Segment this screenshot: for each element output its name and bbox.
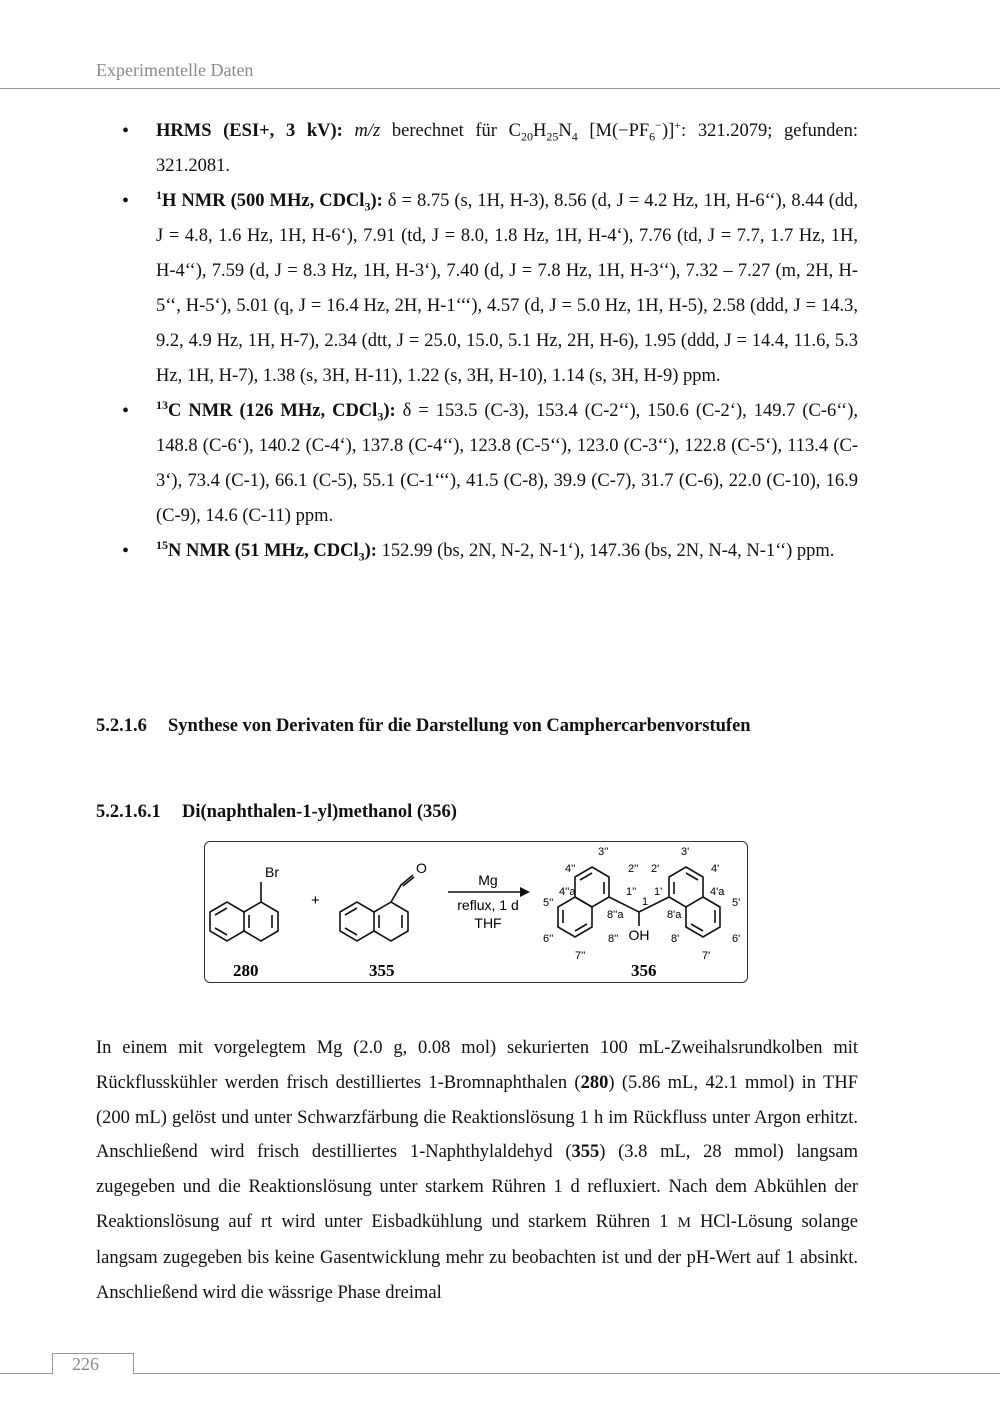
- section-heading: [96, 716, 751, 737]
- atom-label: 7'': [575, 950, 586, 962]
- atom-numbering: [543, 846, 740, 962]
- atom-label: 8'': [608, 933, 619, 945]
- sup: 13: [156, 397, 168, 412]
- arrow-reagent: Mg: [478, 872, 498, 888]
- label-text: N NMR (51 MHz, CDCl: [168, 541, 359, 561]
- compound-number: 356: [631, 961, 657, 980]
- running-header: Experimentelle Daten: [96, 60, 254, 80]
- sub: 3: [377, 409, 384, 424]
- n-nmr-data: 152.99 (bs, 2N, N-2, N-1‘), 147.36 (bs, 2N, N-4, N-1‘‘) ppm.: [376, 541, 835, 561]
- atom-label: 4'': [565, 863, 576, 875]
- br-label: Br: [265, 864, 279, 880]
- plus-sign: +: [311, 892, 320, 909]
- atom-label: 1': [654, 886, 663, 898]
- analytics-list: [96, 114, 858, 569]
- compound-numbers: [233, 961, 657, 980]
- sub: 3: [364, 199, 371, 214]
- sub: 3: [358, 549, 365, 564]
- atom-label: 1: [642, 896, 649, 908]
- hrms-item: [96, 114, 858, 184]
- label-end: ):: [364, 541, 377, 561]
- compound-ref: 355: [571, 1142, 600, 1163]
- atom-label: 3'': [598, 846, 609, 858]
- subsection-heading: [96, 802, 457, 823]
- label-text: C NMR (126 MHz, CDCl: [168, 401, 378, 421]
- atom-label: 8'a: [667, 909, 682, 921]
- atom-label: 2'': [628, 863, 639, 875]
- c-nmr-data: δ = 153.5 (C-3), 153.4 (C-2‘‘), 150.6 (C-2‘), 149.7 (C-6‘‘), 148.8 (C-6‘), 140.2 (C-4‘), 137.8 (C-4‘‘), 123.8 (C-5‘‘), 123.0 (C-3‘‘), 122.8 (C-5‘), 113.4 (C-3‘), 73.4 (C-1), 66.1 (C-5), 55.1 (C-1‘‘‘), 41.5 (C-8), 39.9 (C-7), 31.7 (C-6), 22.0 (C-10), 16.9 (C-9), 14.6 (C-11) ppm.: [156, 401, 858, 526]
- page-number: 226: [72, 1354, 99, 1374]
- atom-label: 3': [681, 846, 690, 858]
- sup: 1: [156, 187, 162, 202]
- hrms-text: [M(−PF: [577, 121, 650, 141]
- c-nmr-label: [156, 397, 396, 424]
- label-end: ):: [383, 401, 396, 421]
- h-nmr-item: [96, 184, 858, 394]
- atom-label: 8': [671, 933, 680, 945]
- atom-label: 5'': [543, 897, 554, 909]
- paragraph-text: HCl-Lösung solange langsam zugegeben bis keine Gasentwicklung mehr zu beobachten ist und der pH-Wert auf 1 absinkt. Anschließend wird die wässrige Phase dreimal: [96, 1211, 858, 1303]
- paragraph-text: ) (5.86 mL, 42.1 mmol) in THF (200 mL) gelöst und unter Schwarzfärbung die Reaktionslösung 1 h im Rückfluss unter Argon erhitzt. Anschließend wird frisch destilliertes 1-Naphthylaldehyd (: [96, 1072, 858, 1163]
- subsection-title: Di(naphthalen-1-yl)methanol (356): [182, 802, 457, 822]
- compound-number: 280: [233, 961, 259, 980]
- hrms-text: )]: [661, 121, 675, 141]
- paragraph-text: In einem mit vorgelegtem Mg (2.0 g, 0.08 mol) sekurierten 100 mL-Zweihalsrundkolben mit Rückflusskühler werden frisch destilliertes 1-Bromnaphthalen (: [96, 1038, 858, 1093]
- atom-label: 6': [732, 933, 741, 945]
- reaction-arrow: [448, 887, 530, 897]
- molar-unit: M: [677, 1214, 691, 1231]
- label-text: H NMR (500 MHz, CDCl: [162, 191, 365, 211]
- atom-label: 1'': [626, 886, 637, 898]
- bromonaphthalene-structure: [210, 882, 278, 941]
- compound-number: 355: [369, 961, 395, 980]
- hrms-label: HRMS (ESI+, 3 kV):: [156, 121, 343, 141]
- sup: −: [655, 117, 662, 132]
- footer-rule: [0, 1373, 1000, 1374]
- header-rule: [0, 88, 1000, 89]
- sub: 25: [546, 129, 559, 144]
- atom-label: 2': [651, 863, 660, 875]
- h-nmr-data: δ = 8.75 (s, 1H, H-3), 8.56 (d, J = 4.2 Hz, 1H, H-6‘‘), 8.44 (dd, J = 4.8, 1.6 Hz, 1H, H-6‘), 7.91 (td, J = 8.0, 1.8 Hz, 1H, H-4‘), 7.76 (td, J = 7.7, 1.7 Hz, 1H, H-4‘‘), 7.59 (d, J = 8.3 Hz, 1H, H-3‘), 7.40 (d, J = 7.8 Hz, 1H, H-3‘‘), 7.32 – 7.27 (m, 2H, H-5‘‘, H-5‘), 5.01 (q, J = 16.4 Hz, 2H, H-1‘‘‘), 4.57 (d, J = 5.0 Hz, 1H, H-5), 2.58 (ddd, J = 14.3, 9.2, 4.9 Hz, 1H, H-7), 2.34 (dtt, J = 25.0, 15.0, 5.1 Hz, 2H, H-6), 1.95 (ddd, J = 14.4, 11.6, 5.3 Hz, 1H, H-7), 1.38 (s, 3H, H-11), 1.22 (s, 3H, H-10), 1.14 (s, 3H, H-9) ppm.: [156, 191, 858, 386]
- arrow-conditions: reflux, 1 d: [457, 897, 519, 913]
- atom-label: 4''a: [559, 886, 576, 898]
- hrms-text: : 321.2079; gefunden: 321.2081.: [156, 121, 858, 176]
- hrms-text: N: [558, 121, 572, 141]
- paragraph-text: ) (3.8 mL, 28 mmol) langsam zugegeben und die Reaktionslösung unter starkem Rühren 1 d refluxiert. Nach dem Abkühlen der Reaktionslösung auf rt wird unter Eisbadkühlung und starkem Rühren 1: [96, 1142, 858, 1232]
- section-title: Synthese von Derivaten für die Darstellung von Camphercarbenvorstufen: [168, 716, 751, 736]
- sub: 20: [520, 129, 533, 144]
- sup: 15: [156, 537, 168, 552]
- atom-label: 6'': [543, 933, 554, 945]
- mz-text: m/z: [354, 121, 381, 141]
- sup: +: [674, 117, 682, 132]
- sub: 6: [649, 129, 656, 144]
- procedure-paragraph: [96, 1031, 858, 1310]
- atom-label: 5': [732, 897, 741, 909]
- arrow-solvent: THF: [474, 915, 502, 931]
- hrms-text: H: [532, 121, 547, 141]
- sub: 4: [571, 129, 578, 144]
- n-nmr-item: [96, 534, 858, 569]
- c-nmr-item: [96, 394, 858, 534]
- atom-label: 4': [711, 863, 720, 875]
- reaction-scheme: [204, 841, 748, 983]
- atom-label: 8''a: [607, 909, 624, 921]
- scheme-drawing: [205, 842, 747, 982]
- subsection-number: 5.2.1.6.1: [96, 802, 161, 822]
- h-nmr-label: [156, 187, 383, 214]
- atom-label: 7': [702, 950, 711, 962]
- atom-label: 4'a: [710, 886, 725, 898]
- compound-ref: 280: [580, 1072, 609, 1093]
- n-nmr-label: [156, 537, 377, 564]
- hrms-text: berechnet für C: [380, 121, 521, 141]
- oh-label: OH: [628, 927, 650, 943]
- o-label: O: [416, 860, 427, 876]
- naphthaldehyde-structure: [340, 875, 414, 941]
- label-end: ):: [370, 191, 383, 211]
- section-number: 5.2.1.6: [96, 716, 147, 736]
